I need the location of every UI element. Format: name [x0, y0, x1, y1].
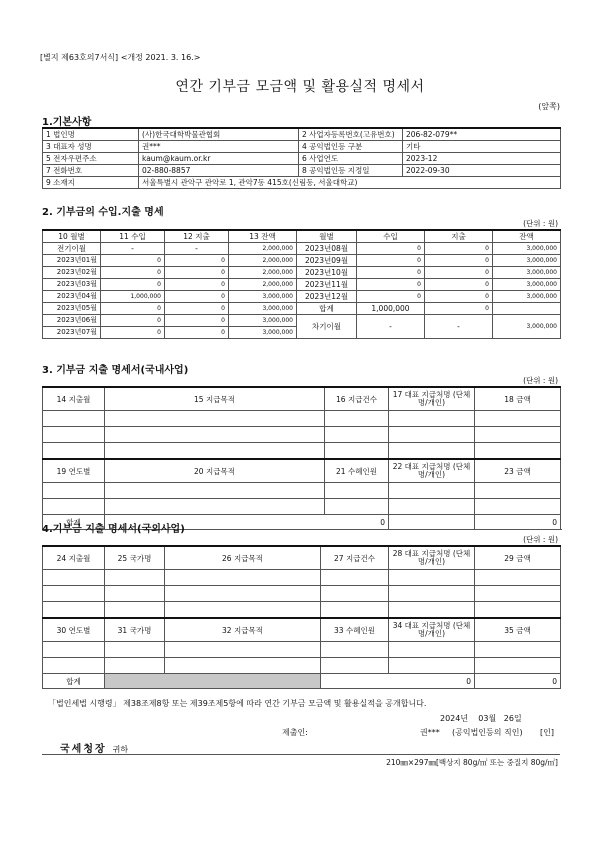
month-cell: 2023년03월: [43, 279, 101, 291]
amount-cell: 0: [357, 267, 425, 279]
empty-cell: [325, 443, 389, 460]
income-header-row: [43, 230, 561, 243]
amount-cell: 3,000,000: [229, 303, 297, 315]
empty-cell: [105, 602, 165, 619]
domestic-unit: (단위 : 원): [523, 376, 558, 385]
amount-cell: 2,000,000: [229, 255, 297, 267]
month-cell: 2023년04월: [43, 291, 101, 303]
empty-cell: [389, 570, 475, 586]
income-row: [43, 267, 561, 279]
column-header: 13 잔액: [229, 230, 297, 243]
amount-cell: 0: [101, 255, 165, 267]
column-header: 15 지급목적: [105, 387, 325, 411]
empty-cell: [389, 602, 475, 619]
income-row: [43, 279, 561, 291]
field-value: 206-82-079**: [403, 128, 561, 141]
month-cell: 2023년01월: [43, 255, 101, 267]
month-cell: 2023년02월: [43, 267, 101, 279]
paper-spec: 210㎜×297㎜[백상지 80g/㎡ 또는 중질지 80g/㎡]: [386, 758, 558, 767]
overseas-table: [42, 545, 561, 689]
empty-cell: [105, 586, 165, 602]
column-header: 수입: [357, 230, 425, 243]
empty-cell: [43, 602, 105, 619]
column-header: 19 연도별: [43, 459, 105, 483]
total-count: 0: [105, 515, 389, 530]
amount-cell: 2,000,000: [229, 243, 297, 255]
field-label: 1 법인명: [43, 128, 139, 141]
empty-cell: [165, 586, 321, 602]
column-header: 35 금액: [475, 618, 561, 642]
column-header: 지출: [425, 230, 493, 243]
submitter-name: 권***: [420, 728, 440, 737]
column-header: 18 금액: [475, 387, 561, 411]
column-header: 32 지급목적: [165, 618, 321, 642]
column-header: 29 금액: [475, 546, 561, 570]
amount-cell: 2,000,000: [229, 279, 297, 291]
column-header: 21 수혜인원: [325, 459, 389, 483]
section-income-title: 2. 기부금의 수입.지출 명세: [42, 207, 164, 218]
domestic-header-row: [43, 387, 561, 411]
empty-cell: [389, 515, 475, 530]
empty-cell: [475, 483, 561, 499]
amount-cell: 0: [101, 267, 165, 279]
field-label: 5 전자우편주소: [43, 153, 139, 165]
field-label: 9 소재지: [43, 177, 139, 189]
amount-cell: 3,000,000: [229, 291, 297, 303]
empty-cell: [389, 443, 475, 460]
seal-mark: [인]: [540, 728, 554, 737]
amount-cell: 3,000,000: [229, 327, 297, 339]
empty-cell: [475, 499, 561, 515]
empty-cell: [389, 586, 475, 602]
empty-cell: [389, 658, 475, 674]
empty-cell: [475, 586, 561, 602]
field-value: (사)한국대학박물관협회: [139, 128, 299, 141]
empty-cell: [389, 411, 475, 427]
field-label: 4 공익법인등 구분: [299, 141, 403, 153]
empty-cell: [325, 483, 389, 499]
month-cell: 2023년12월: [297, 291, 357, 303]
income-row: [43, 243, 561, 255]
overseas-total-row: [43, 674, 561, 689]
amount-cell: 3,000,000: [493, 243, 561, 255]
field-value: 2023-12: [403, 153, 561, 165]
amount-cell: 2,000,000: [229, 267, 297, 279]
empty-cell: [321, 570, 389, 586]
form-id: [별지 제63호의7서식] <개정 2021. 3. 16.>: [40, 53, 201, 62]
amount-cell: 0: [101, 303, 165, 315]
total-amount: 0: [475, 674, 561, 689]
column-header: 25 국가명: [105, 546, 165, 570]
submitter-role: (공익법인등의 직인): [452, 728, 523, 737]
overseas-header-row: [43, 618, 561, 642]
empty-cell: [105, 642, 165, 658]
amount-cell: 0: [425, 255, 493, 267]
amount-cell: 3,000,000: [493, 291, 561, 303]
section-domestic-title: 3. 기부금 지출 명세서(국내사업): [42, 365, 189, 376]
amount-cell: 0: [425, 291, 493, 303]
column-header: 10 월별: [43, 230, 101, 243]
column-header: 33 수혜인원: [321, 618, 389, 642]
overseas-unit: (단위 : 원): [523, 535, 558, 544]
empty-cell: [105, 570, 165, 586]
amount-cell: -: [101, 243, 165, 255]
income-row: [43, 303, 561, 315]
amount-cell: 0: [425, 279, 493, 291]
side-label: (앞쪽): [538, 102, 560, 111]
column-header: 11 수입: [101, 230, 165, 243]
empty-cell: [321, 658, 389, 674]
empty-cell: [321, 642, 389, 658]
field-value: 권***: [139, 141, 299, 153]
field-value: 02-880-8857: [139, 165, 299, 177]
tax-office: [60, 740, 128, 755]
field-label: 7 전화번호: [43, 165, 139, 177]
domestic-blank-row: [43, 443, 561, 460]
amount-cell: 0: [101, 279, 165, 291]
empty-cell: [321, 586, 389, 602]
domestic-blank-row: [43, 483, 561, 499]
amount-cell: 0: [425, 267, 493, 279]
total-amount: 0: [475, 515, 561, 530]
amount-cell: 0: [165, 255, 229, 267]
month-cell: 2023년09월: [297, 255, 357, 267]
overseas-blank-row: [43, 570, 561, 586]
column-header: 17 대표 지급처명 (단체명/개인): [389, 387, 475, 411]
empty-cell: [475, 427, 561, 443]
amount-cell: 0: [101, 315, 165, 327]
empty-cell: [105, 427, 325, 443]
amount-cell: 3,000,000: [493, 267, 561, 279]
empty-cell: [43, 586, 105, 602]
overseas-blank-row: [43, 602, 561, 619]
empty-cell: [43, 658, 105, 674]
empty-cell: [475, 642, 561, 658]
empty-cell: [43, 499, 105, 515]
amount-cell: 1,000,000: [101, 291, 165, 303]
empty-cell: [475, 658, 561, 674]
empty-cell: [389, 427, 475, 443]
field-value: kaum@kaum.or.kr: [139, 153, 299, 165]
amount-cell: 0: [357, 279, 425, 291]
amount-cell: [493, 303, 561, 315]
field-value: 2022-09-30: [403, 165, 561, 177]
overseas-blank-row: [43, 586, 561, 602]
column-header: 23 금액: [475, 459, 561, 483]
amount-cell: 0: [165, 327, 229, 339]
empty-cell: [105, 499, 325, 515]
domestic-blank-row: [43, 411, 561, 427]
empty-cell: [43, 570, 105, 586]
amount-cell: 0: [165, 291, 229, 303]
domestic-blank-row: [43, 427, 561, 443]
month-cell: 2023년08월: [297, 243, 357, 255]
column-header: 월별: [297, 230, 357, 243]
column-header: 22 대표 지급처명 (단체명/개인): [389, 459, 475, 483]
empty-cell: [325, 499, 389, 515]
amount-cell: 0: [357, 243, 425, 255]
basic-row: [43, 141, 561, 153]
field-label: 8 공익법인등 지정일: [299, 165, 403, 177]
page-title: 연간 기부금 모금액 및 활용실적 명세서: [175, 79, 425, 95]
statement: 「법인세법 시행령」 제38조제8항 또는 제39조제5항에 따라 연간 기부금 모금액 및 활용실적을 공개합니다.: [48, 699, 427, 708]
empty-cell: [389, 642, 475, 658]
month-cell: 합계: [297, 303, 357, 315]
column-header: 20 지급목적: [105, 459, 325, 483]
empty-cell: [475, 602, 561, 619]
month-cell: 2023년11월: [297, 279, 357, 291]
basic-row-address: [43, 177, 561, 189]
section-overseas-title: 4.기부금 지출 명세서(국외사업): [42, 524, 185, 535]
domestic-table: [42, 386, 561, 530]
column-header: 34 대표 지급처명 (단체명/개인): [389, 618, 475, 642]
empty-cell: [325, 427, 389, 443]
submit-date: 2024년 03월 26일: [440, 714, 522, 723]
column-header: 16 지급건수: [325, 387, 389, 411]
amount-cell: 0: [165, 279, 229, 291]
amount-cell: 0: [165, 315, 229, 327]
domestic-blank-row: [43, 499, 561, 515]
empty-cell: [475, 411, 561, 427]
submitter-label: 제출인:: [282, 728, 308, 737]
empty-cell: [105, 658, 165, 674]
section-basic-title: 1.기본사항: [42, 117, 92, 128]
column-header: 30 연도별: [43, 618, 105, 642]
amount-cell: 0: [357, 255, 425, 267]
amount-cell: 3,000,000: [229, 315, 297, 327]
total-count: 0: [321, 674, 475, 689]
income-row: [43, 255, 561, 267]
amount-cell: 0: [357, 291, 425, 303]
empty-cell: [475, 443, 561, 460]
empty-cell: [325, 411, 389, 427]
column-header: 24 지출월: [43, 546, 105, 570]
amount-cell: 0: [101, 327, 165, 339]
amount-cell: 0: [165, 267, 229, 279]
empty-cell: [43, 443, 105, 460]
tax-office-suffix: 귀하: [112, 745, 129, 754]
overseas-blank-row: [43, 642, 561, 658]
empty-cell: [321, 602, 389, 619]
empty-cell: [43, 427, 105, 443]
empty-cell: [43, 642, 105, 658]
amount-cell: 0: [425, 303, 493, 315]
month-cell: 2023년10월: [297, 267, 357, 279]
amount-cell: -: [165, 243, 229, 255]
empty-cell: [165, 642, 321, 658]
basic-info-table: [42, 127, 561, 189]
empty-cell: [43, 483, 105, 499]
empty-cell: [165, 602, 321, 619]
amount-cell: 3,000,000: [493, 255, 561, 267]
amount-cell: 1,000,000: [357, 303, 425, 315]
basic-row: [43, 153, 561, 165]
month-cell: 전기이월: [43, 243, 101, 255]
income-row: [43, 291, 561, 303]
empty-cell: [105, 411, 325, 427]
overseas-blank-row: [43, 658, 561, 674]
basic-row: [43, 128, 561, 141]
field-value: 기타: [403, 141, 561, 153]
total-label: 합계: [43, 515, 105, 530]
month-cell: 2023년07월: [43, 327, 101, 339]
field-label: 6 사업연도: [299, 153, 403, 165]
field-value: 서울특별시 관악구 관악로 1, 관악7동 415호(신림동, 서울대학교): [139, 177, 561, 189]
empty-cell: [105, 483, 325, 499]
amount-cell: 0: [425, 243, 493, 255]
carry-expense: -: [425, 315, 493, 339]
carry-label: 차기이월: [297, 315, 357, 339]
column-header: 잔액: [493, 230, 561, 243]
column-header: 31 국가명: [105, 618, 165, 642]
month-cell: 2023년06월: [43, 315, 101, 327]
income-unit: (단위 : 원): [523, 219, 558, 228]
carry-income: -: [357, 315, 425, 339]
domestic-header-row: [43, 459, 561, 483]
empty-cell: [475, 570, 561, 586]
field-label: 3 대표자 성명: [43, 141, 139, 153]
month-cell: 2023년05월: [43, 303, 101, 315]
amount-cell: 3,000,000: [493, 279, 561, 291]
gray-cell: [105, 674, 321, 689]
amount-cell: 0: [165, 303, 229, 315]
carry-balance: 3,000,000: [493, 315, 561, 339]
column-header: 14 지출월: [43, 387, 105, 411]
column-header: 12 지출: [165, 230, 229, 243]
empty-cell: [389, 483, 475, 499]
empty-cell: [165, 570, 321, 586]
basic-row: [43, 165, 561, 177]
footer-divider: [42, 754, 560, 755]
tax-office-name: 국세청장: [60, 744, 107, 755]
column-header: 28 대표 지급처명 (단체명/개인): [389, 546, 475, 570]
income-row: [43, 315, 561, 327]
empty-cell: [165, 658, 321, 674]
empty-cell: [43, 411, 105, 427]
overseas-header-row: [43, 546, 561, 570]
column-header: 26 지급목적: [165, 546, 321, 570]
income-table: [42, 229, 561, 339]
total-label: 합계: [43, 674, 105, 689]
empty-cell: [389, 499, 475, 515]
field-label: 2 사업자등록번호(고유번호): [299, 128, 403, 141]
empty-cell: [105, 443, 325, 460]
column-header: 27 지급건수: [321, 546, 389, 570]
